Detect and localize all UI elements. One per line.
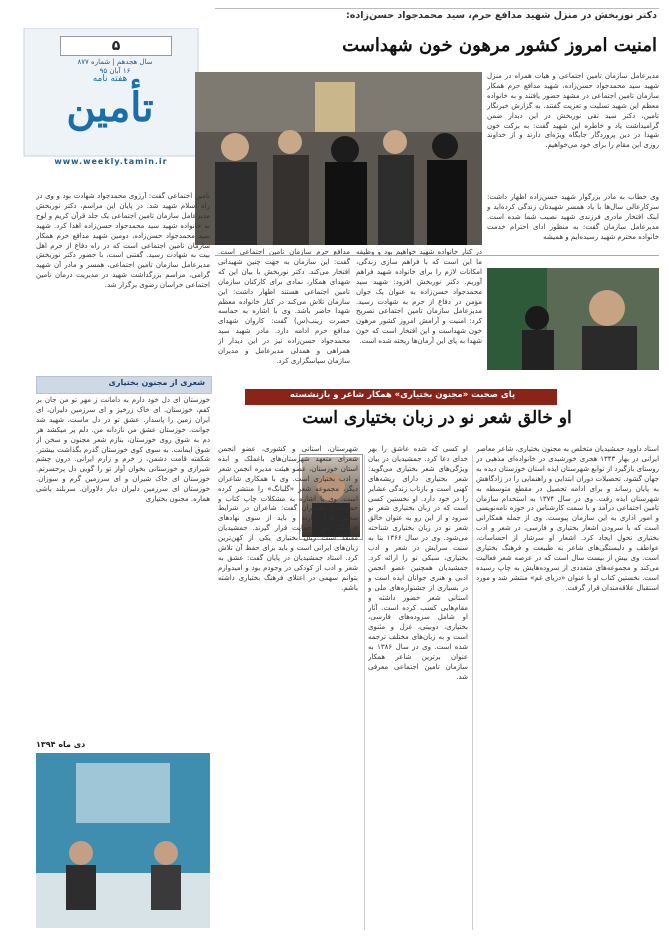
headline-kicker: دکتر نوربخش در منزل شهید مدافع حرم، سید محمدجواد حسن‌زاده: — [346, 10, 657, 21]
side-story-photo — [487, 268, 659, 370]
side-photo-illustration — [487, 268, 659, 370]
column-rule — [472, 455, 473, 930]
sidebar-poem: خوزستان ای دل خود دارم به دامانت ز مهر تو من جان بر کفم، خوزستان. ای خاک زرخیز و ای سرزمین دلیران، ای ایران زمین را پاسدار. عشق تو در دل ماست، شهید شد جوانت. خوزستان عشق من نازدانه من. دلم پر میکشد هر دم به شوق روی خوزستان، بنازم شعر مجنون و سخن از شوق ایمانت. به سوی کوی خوزستان گذرم بگذاشت بیشتر. شکفته قامت دشمن، ز خرم و زارم ایرانی. درون چشم شیرازی و خوزستانی بخوان آواز تو را گویی دل پرحسرتم. خوزستان ای خاک شیران و ای سرزمین گرم و سوزان. خوزستان ای سرزمین دلیران دیار دلاوران. سربلند باشی هماره. مجنون بختیاری — [36, 396, 210, 504]
sidebar-date: دی ماه ۱۳۹۴ — [36, 740, 86, 749]
story1-col-left: مدافع حرم سازمان تامین اجتماعی است. گفت: این سازمان به جهت چنین شهیدانی افتخار می‌کند. دکتر نوربخش با بیان این که شهدای همکار، نمادی برای کارکنان سازمان تامین اجتماعی هستند اظهار داشت: این سازمان تلاش می‌کند در کنار خانواده معظم شهدا حاضر باشد. وی با اشاره به حماسه حضرت زینب(س) گفت: کاروان شهدای مدافع حرم ادامه دارد. مادر شهید سید محمدجواد حسن‌زاده نیز در این دیدار از همراهی و همدلی مدیرعامل و مدیران سازمان سپاسگزاری کرد. — [218, 248, 350, 365]
story2-col2: او کسی که شده عاشق را بهر خدای دعا کرد. جمشیدیان در بیان ویژگی‌های شعر بختیاری می‌گوید: شعر بختیاری دارای ریشه‌های کهنی است و بازتاب زندگی عشایر را در خود دارد. او نخستین کسی است که در زبان بختیاری شعر نو سرود و از این رو به عنوان خالق شعر نو در زبان بختیاری شناخته می‌شود. وی در سال ۱۳۶۶ بنا به سنت سرایش در شعر و ادب بختیاری، سبکی نو را ارائه کرد. جمشیدیان همچنین عضو انجمن ادبی و هنری جوانان ایذه است و در بسیاری از جشنواره‌های ملی و استانی شعر حضور داشته و مقام‌هایی کسب کرده است. آثار او شامل سروده‌های فارسی، بختیاری، دوبیتی، غزل و مثنوی است و به زبان‌های مختلف ترجمه شده است. وی در سال ۱۳۸۶ به عنوان برترین شاعر همکار سازمان تامین اجتماعی معرفی شد. — [368, 445, 468, 681]
main-headline: امنیت امروز کشور مرهون خون شهداست — [342, 35, 657, 56]
page-number: ۵ — [60, 36, 172, 56]
logo-wordmark: تأمین — [66, 84, 154, 131]
issue-date: ۱۶ آبان ۹۵ — [99, 67, 131, 75]
main-story-photo — [195, 72, 482, 245]
logo-subtitle: هفته نامه — [92, 74, 128, 84]
story2-headline: او خالق شعر نو در زبان بختیاری است — [302, 408, 572, 428]
photo-people-illustration — [195, 72, 482, 245]
story2-col3: شهرستان، استانی و کشوری، عضو انجمن شعرای متعهد شهرستان‌های باغملک و ایذه استان خوزستان، عضو هیئت مدیره انجمن شعر و ادب بختیاری است. وی با همکاری شاعران دیگر، مجموعه شعر «گلبانگ» را منتشر کرده است. وی با اشاره به مشکلات چاپ کتاب و حمایت از شاعران گفت: شاعران در شرایط سختی قرار دارند و باید از سوی نهادهای فرهنگی مورد حمایت قرار گیرند. جمشیدیان معتقد است زبان بختیاری یکی از کهن‌ترین زبان‌های ایرانی است و باید برای حفظ آن تلاش کرد. استاد جمشیدیان در پایان گفت: عشق به شعر و ادب از کودکی در وجودم بود و امیدوارم بتوانم سهمی در اعتلای فرهنگ بختیاری داشته باشم. — [218, 445, 358, 592]
sidebar-body — [36, 396, 210, 751]
story1-col-right-cont: وی خطاب به مادر بزرگوار شهید حسن‌زاده اظهار داشت: سرکارعالی سال‌ها با یاد همسر شهیدتان زندگی کرده‌اید و اینک افتخار مادری فرزندی شهید نصیب شما شده است. مدیرعامل سازمان گفت: به منظور ادای احترام خدمت خانواده محترم شهید رسیده‌ایم و همیشه — [487, 193, 659, 241]
section-divider — [215, 255, 659, 256]
tv-program-photo — [36, 753, 210, 928]
story1-col-right: مدیرعامل سازمان تامین اجتماعی و هیات همراه در منزل شهید سید محمدجواد حسن‌زاده، شهید مدافع حرم همکار سازمان تامین اجتماعی در مشهد حضور یافتند و به خانواده معظم این شهید تسلیت و تعزیت گفتند. به گزارش خبرنگار تامین، دکتر سید تقی نوربخش در این دیدار ضمن گرامیداشت یاد و خاطره این شهید گفت: به برکت خون شهدا در دین پروردگار جایگاه ویژه‌ای دارند و از خداوند روزی این مقام را برای خود می‌خواهیم. — [487, 72, 659, 150]
sidebar-title: شعری از مجنون بختیاری — [108, 378, 205, 387]
story2-col1: استاد داوود جمشیدیان متخلص به مجنون بختیاری، شاعر معاصر ایرانی در بهار ۱۳۴۳ هجری خورشیدی در خانواده‌ای مذهبی در روستای بازگیرد از توابع شهرستان ایذه استان خوزستان دیده به جهان گشود. تحصیلات دوران ابتدایی و راهنمایی را در زادگاهش به پایان رساند و برای ادامه تحصیل در مقطع متوسطه به شهرستان ایذه رفت. وی در سال ۱۳۷۴ به استخدام سازمان تامین اجتماعی درآمد و با سمت کارشناس در حوزه نامه‌نویسی و امور اداری به این سازمان پیوست. وی از جمله همکارانی است که با سرودن اشعار بختیاری و فارسی، در شعر و ادب بختیاری تحول ایجاد کرد. اشعار او سرشار از احساسات، عواطف و دلبستگی‌های شاعر به طبیعت و فرهنگ بختیاری است. وی بیش از بیست سال است که در عرصه شعر فعالیت می‌کند و مجموعه‌های متعددی از سروده‌هایش به چاپ رسیده است. نخستین کتاب او با عنوان «دریای غم» منتشر شد و مورد استقبال علاقه‌مندان قرار گرفت. — [476, 445, 659, 592]
tv-studio-illustration — [36, 753, 210, 928]
issue-year: سال هجدهم | شماره ۸۷۷ — [77, 58, 153, 66]
story1-col-far-left: تامین اجتماعی گفت: آرزوی محمدجواد شهادت بود و وی در راه اسلام شهید شد. در پایان این مراسم، دکتر نوربخش مدیرعامل سازمان تامین اجتماعی یک جلد قرآن کریم و لوح به خانواده شهید سید محمدجواد حسن‌زاده اهدا کرد. شهید سید محمدجواد حسن‌زاده، دومین شهید مدافع حرم همکار سازمان تامین اجتماعی است که در راه دفاع از حرم اهل بیت به شهادت رسید. گفتنی است، با حضور دکتر نوربخش مدیرعامل سازمان تامین اجتماعی، همسر و مادر آن شهید گرامی، مراسم بزرگداشت شهید در مدیریت درمان تامین اجتماعی خراسان رضوی برگزار شد. — [36, 192, 210, 290]
column-rule — [364, 455, 365, 930]
website-url[interactable]: www.weekly.tamin.ir — [54, 157, 168, 166]
story2-kicker: پای صحبت «مجنون بختیاری» همکار شاعر و بازنشسته — [289, 390, 516, 400]
story1-col-mid: در کنار خانواده شهید خواهیم بود و وظیفه ما این است که با فراهم سازی زندگی، امکانات لازم را برای خانواده شهید فراهم آوریم. دکتر نوربخش افزود: شهید سید محمدجواد حسن‌زاده به عنوان یک جوان مؤمن در دفاع از حرم به شهادت رسید. مدیرعامل سازمان تامین اجتماعی تصریح کرد: امنیت و آرامش امروز کشور مرهون خون شهداست و این افتخار است که خون شهدا به پای این آرمان‌ها ریخته شده است. — [356, 248, 482, 346]
header-rule — [215, 8, 659, 9]
